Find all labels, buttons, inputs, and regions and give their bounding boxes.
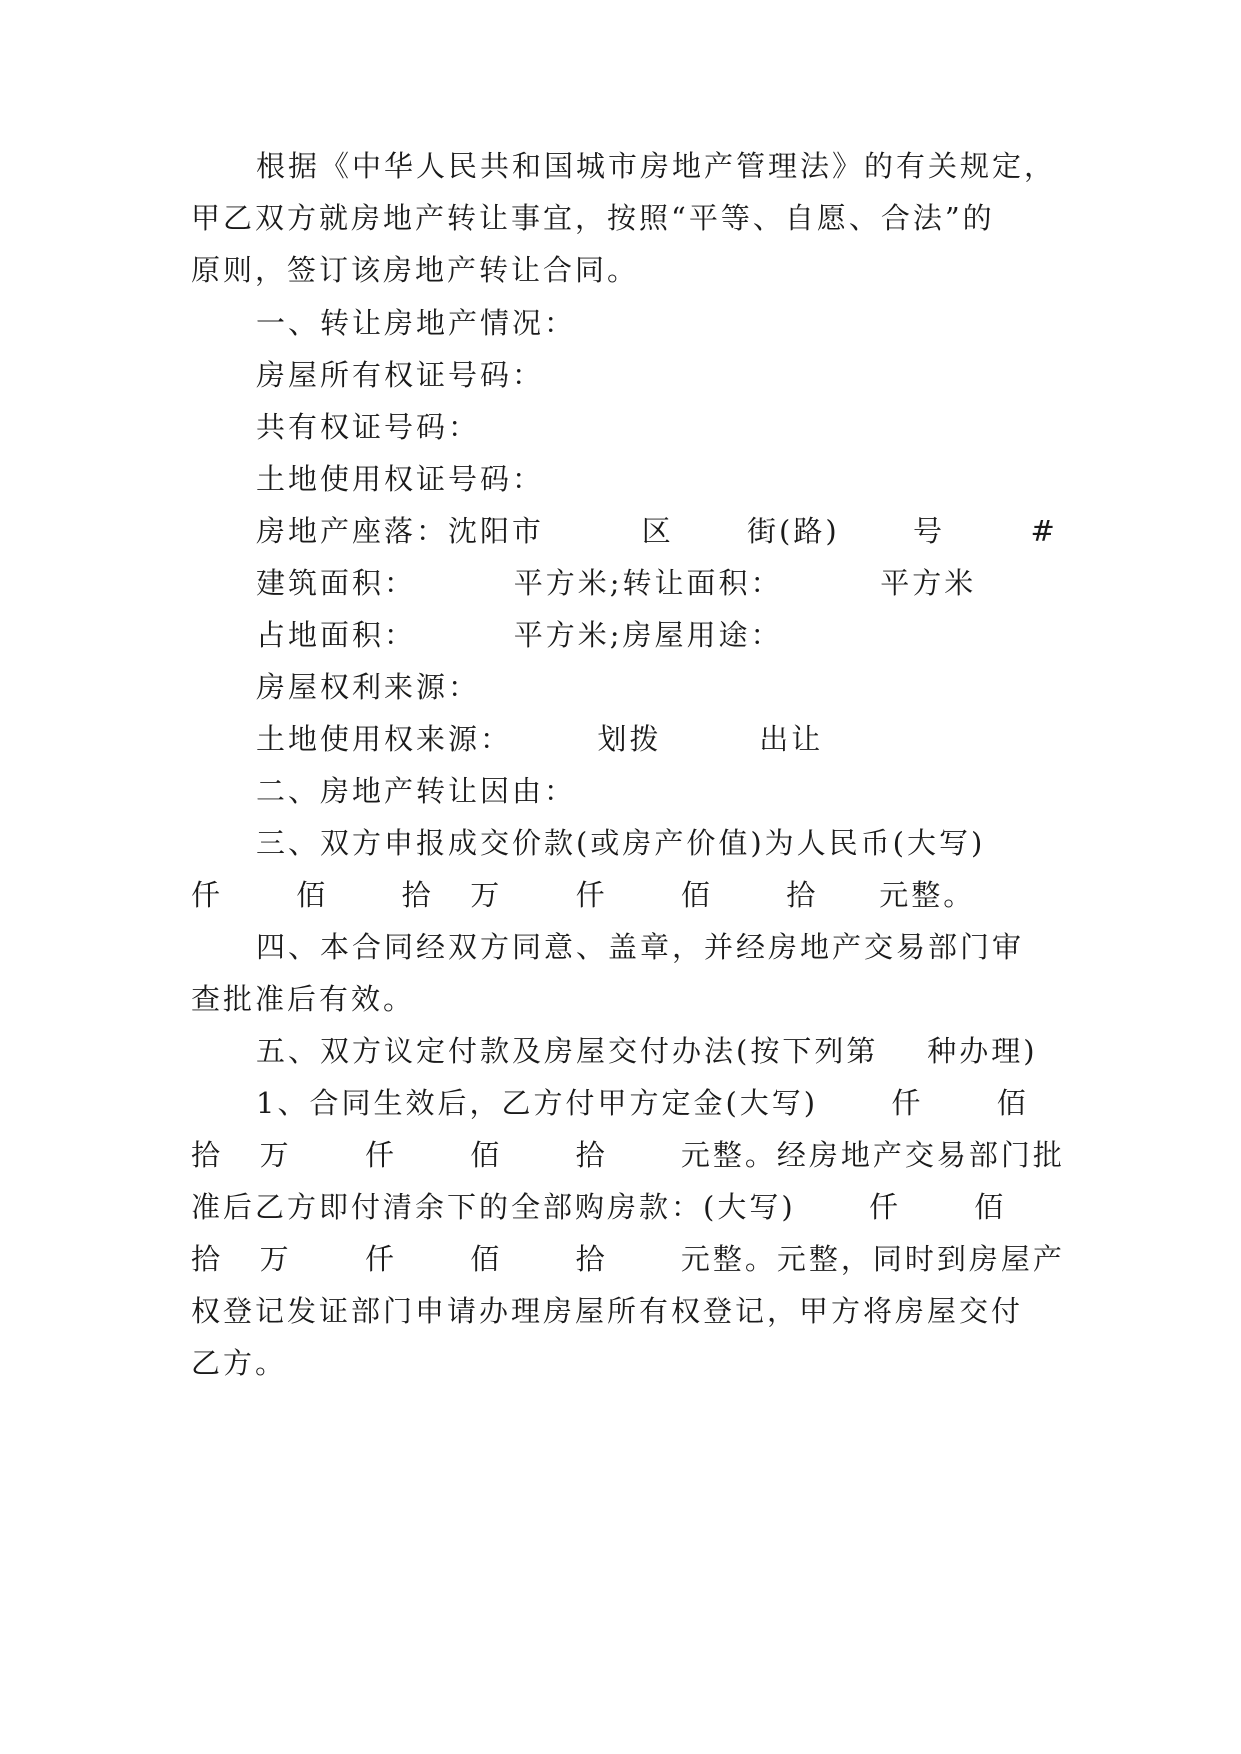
amount-line: 拾 万 仟 佰 拾 元整。经房地产交易部门批 xyxy=(191,1138,1065,1172)
field-label: 建筑面积： 平方米;转让面积： 平方米 xyxy=(256,566,977,600)
paragraph-line: 根据《中华人民共和国城市房地产管理法》的有关规定， xyxy=(256,149,1057,183)
paragraph-line: 三、双方申报成交价款(或房产价值)为人民币(大写) xyxy=(256,826,986,860)
amount-line: 仟 佰 拾 万 仟 佰 拾 元整。 xyxy=(191,878,976,912)
paragraph-line: 四、本合同经双方同意、盖章，并经房地产交易部门审 xyxy=(256,930,1025,964)
field-label: 房屋所有权证号码： xyxy=(256,358,545,392)
paragraph-line: 1、合同生效后，乙方付甲方定金(大写) 仟 佰 xyxy=(256,1086,1029,1120)
field-label: 房地产座落：沈阳市 区 街(路) 号 # xyxy=(256,514,1058,548)
section-heading: 一、转让房地产情况： xyxy=(256,306,577,340)
field-label: 土地使用权证号码： xyxy=(256,462,545,496)
field-label: 共有权证号码： xyxy=(256,410,481,444)
field-label: 土地使用权来源： 划拨 出让 xyxy=(256,722,824,756)
paragraph-line: 乙方。 xyxy=(191,1346,288,1380)
section-heading: 五、双方议定付款及房屋交付办法(按下列第 种办理) xyxy=(256,1034,1038,1068)
field-label: 房屋权利来源： xyxy=(256,670,481,704)
paragraph-line: 权登记发证部门申请办理房屋所有权登记，甲方将房屋交付 xyxy=(191,1294,1024,1328)
field-label: 占地面积： 平方米;房屋用途： xyxy=(256,618,783,652)
paragraph-line: 查批准后有效。 xyxy=(191,982,416,1016)
amount-line: 拾 万 仟 佰 拾 元整。元整，同时到房屋产 xyxy=(191,1242,1065,1276)
section-heading: 二、房地产转让因由： xyxy=(256,774,577,808)
paragraph-line: 甲乙双方就房地产转让事宜，按照“平等、自愿、合法”的 xyxy=(191,201,995,235)
paragraph-line: 准后乙方即付清余下的全部购房款：(大写) 仟 佰 xyxy=(191,1190,1007,1224)
paragraph-line: 原则，签订该房地产转让合同。 xyxy=(191,253,640,287)
